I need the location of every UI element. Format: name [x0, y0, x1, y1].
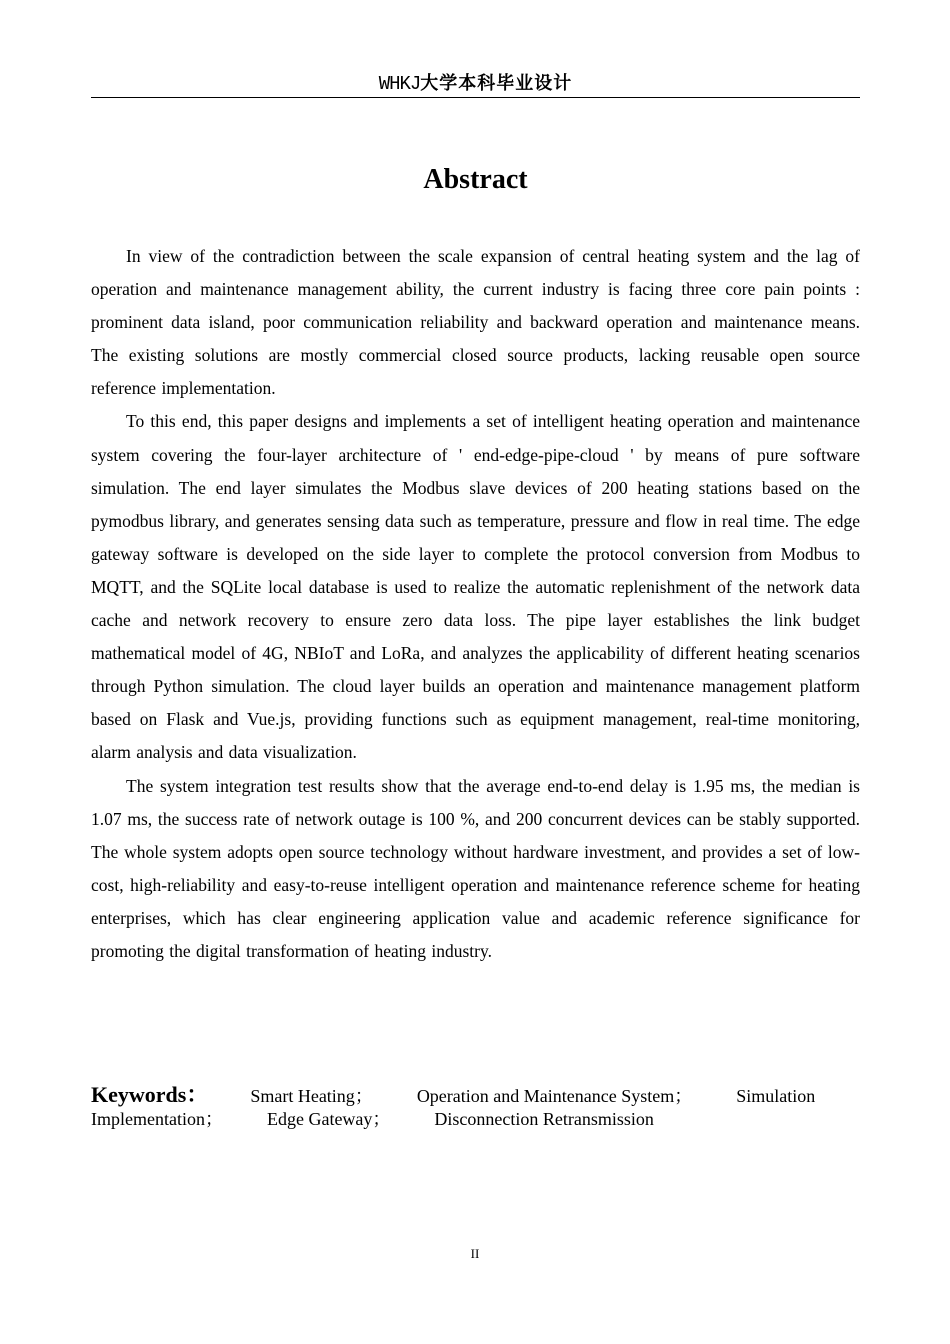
page-number: II — [470, 1246, 480, 1261]
keyword-text: Disconnection Retransmission — [434, 1109, 654, 1129]
header-institution-code: WHKJ — [378, 73, 421, 95]
abstract-paragraph-2: To this end, this paper designs and implements a set of intelligent heating operation and maintenance system covering the four-layer architecture of ' end-edge-pipe-cloud ' by means of pure software simulation. The end layer simulates the Modbus slave devices of 200 heating stations based on the pymodbus library, and generates sensing data such as temperature, pressure and flow in real time. The edge gateway software is developed on the side layer to complete the protocol conversion from Modbus to MQTT, and the SQLite local database is used to realize the automatic replenishment of the network data cache and network recovery to ensure zero data loss. The pipe layer establishes the link budget mathematical model of 4G, NBIoT and LoRa, and analyzes the applicability of different heating scenarios through Python simulation. The cloud layer builds an operation and maintenance management platform based on Flask and Vue.js, providing functions such as equipment management, real-time monitoring, alarm analysis and data visualization. — [91, 411, 860, 763]
keywords-section — [91, 1083, 860, 1131]
keyword-separator: ； — [354, 1086, 373, 1106]
keyword-text: Operation and Maintenance System — [416, 1086, 675, 1106]
keywords-label: Keywords： — [91, 1082, 209, 1107]
keyword-separator: ； — [204, 1109, 223, 1129]
abstract-title: Abstract — [423, 164, 528, 195]
keyword-item — [267, 1109, 390, 1129]
abstract-paragraph-1: In view of the contradiction between the scale expansion of central heating system and the lag of operation and maintenance management ability, the current industry is facing three core pain points : prominent data island, poor communication reliability and backward operation and maintenance means. The existing solutions are mostly commercial closed source products, lacking reusable open source reference implementation. — [91, 246, 860, 399]
keyword-item — [250, 1086, 372, 1106]
keyword-text: Edge Gateway — [266, 1109, 373, 1129]
keyword-text: Smart Heating — [250, 1086, 355, 1106]
keyword-item — [434, 1109, 653, 1129]
page-header — [91, 72, 860, 98]
abstract-body — [91, 240, 860, 968]
keyword-text: Simulation Implementation — [91, 1086, 816, 1129]
keyword-separator: ； — [674, 1086, 693, 1106]
abstract-paragraph-3: The system integration test results show that the average end-to-end delay is 1.95 ms, the median is 1.07 ms, the success rate of network outage is 100 %, and 200 concurrent devices can be stably supported. The whole system adopts open source technology without hardware investment, and provides a set of low-cost, high-reliability and easy-to-reuse intelligent operation and maintenance reference scheme for heating enterprises, which has clear engineering application value and academic reference significance for promoting the digital transformation of heating industry. — [91, 775, 860, 961]
keyword-separator: ； — [372, 1109, 391, 1129]
keyword-item — [417, 1086, 692, 1106]
header-thesis-type: 大学本科毕业设计 — [420, 73, 573, 94]
